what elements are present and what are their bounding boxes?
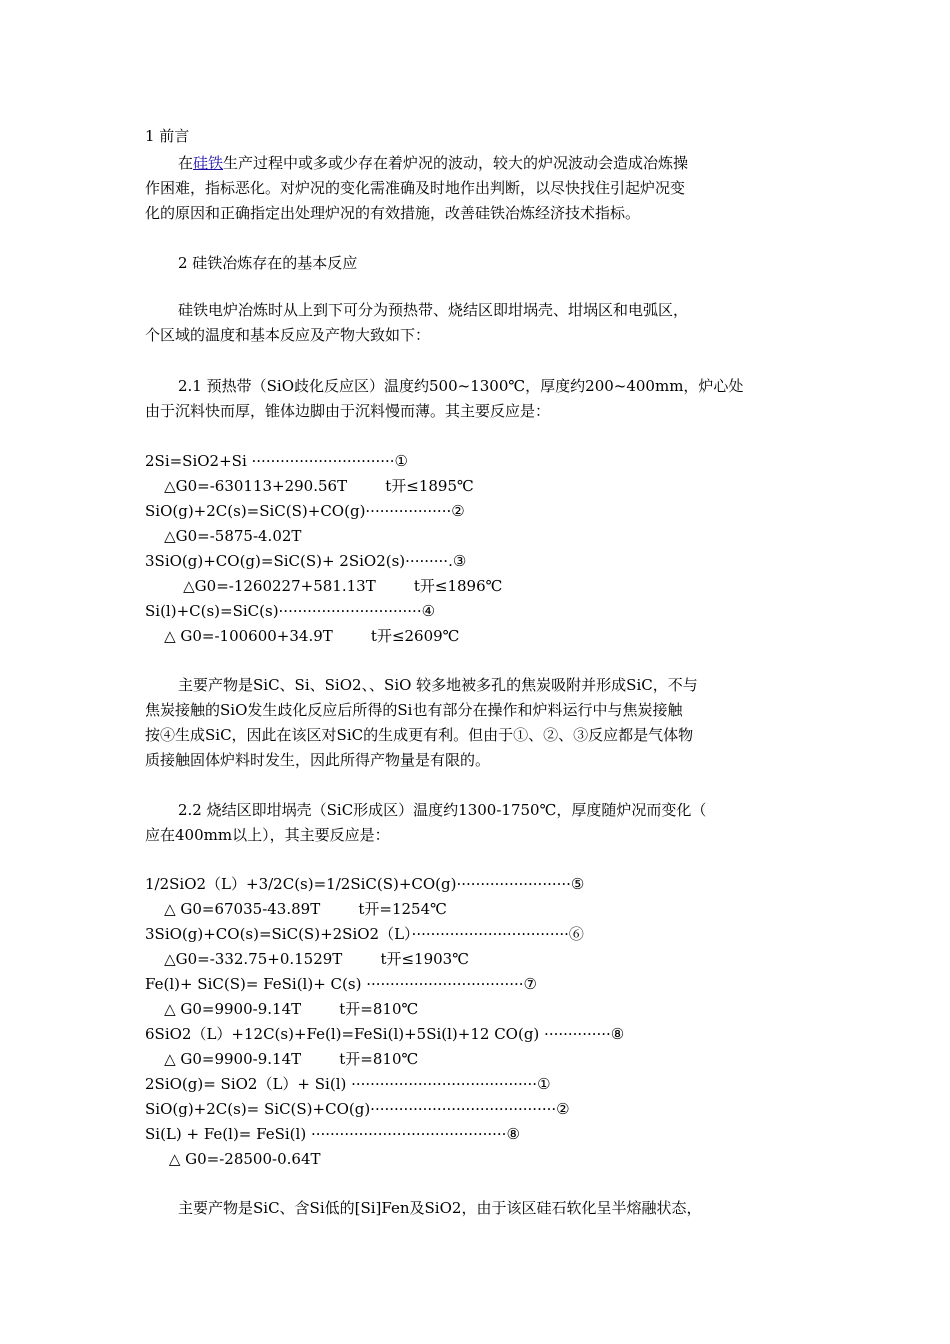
ferrosilicon-link[interactable]: 硅铁 xyxy=(193,154,224,172)
equation-line: △ G0=9900-9.14T t开=810℃ xyxy=(145,1000,419,1018)
equation-line: △G0=-5875-4.02T xyxy=(145,527,302,545)
equation-line: △ G0=-28500-0.64T xyxy=(145,1150,321,1168)
para3-line: 主要产物是SiC、Si、SiO2、、SiO 较多地被多孔的焦炭吸附并形成SiC，不与 xyxy=(178,676,698,694)
equation-line: 1/2SiO2（L）+3/2C(s)=1/2SiC(S)+CO(g)························⑤ xyxy=(145,875,585,893)
equation-line: 3SiO(g)+CO(s)=SiC(S)+2SiO2（L）·································⑥ xyxy=(145,925,584,943)
equation-line: 6SiO2（L）+12C(s)+Fe(l)=FeSi(l)+5Si(l)+12 CO(g) ··············⑧ xyxy=(145,1025,625,1043)
equation-line: △ G0=67035-43.89T t开=1254℃ xyxy=(145,900,447,918)
intro-line-1 xyxy=(178,153,688,173)
equation-line: Si(l)+C(s)=SiC(s)······························④ xyxy=(145,602,436,620)
section-2-2-line: 2.2 烧结区即坩埚壳（SiC形成区）温度约1300-1750℃，厚度随炉况而变化（ xyxy=(178,801,707,819)
equation-line: 3SiO(g)+CO(g)=SiC(S)+ 2SiO2(s)·········.③ xyxy=(145,552,467,570)
equation-line: 2Si=SiO2+Si ······························① xyxy=(145,452,408,470)
equation-line: SiO(g)+2C(s)=SiC(S)+CO(g)··················② xyxy=(145,502,465,520)
intro-line-2: 作困难，指标恶化。对炉况的变化需准确及时地作出判断，以尽快找住引起炉况变 xyxy=(145,179,686,197)
intro-line-1-rest: 生产过程中或多或少存在着炉况的波动，较大的炉况波动会造成冶炼操 xyxy=(223,154,689,172)
para2-line: 硅铁电炉冶炼时从上到下可分为预热带、烧结区即坩埚壳、坩埚区和电弧区， xyxy=(178,301,689,319)
intro-prefix: 在 xyxy=(178,154,194,172)
para3-line: 焦炭接触的SiO发生歧化反应后所得的Si也有部分在操作和炉料运行中与焦炭接触 xyxy=(145,701,683,719)
intro-line-3: 化的原因和正确指定出处理炉况的有效措施，改善硅铁冶炼经济技术指标。 xyxy=(145,204,641,222)
equation-line: 2SiO(g)= SiO2（L）+ Si(l) ·······································① xyxy=(145,1075,551,1093)
section-2-1-line: 由于沉料快而厚，锥体边脚由于沉料慢而薄。其主要反应是： xyxy=(145,402,551,420)
section-heading-1: 1 前言 xyxy=(145,127,190,145)
equation-line: Si(L) + Fe(l)= FeSi(l) ·········································⑧ xyxy=(145,1125,520,1143)
equation-line: △ G0=9900-9.14T t开=810℃ xyxy=(145,1050,419,1068)
section-heading-2: 2 硅铁冶炼存在的基本反应 xyxy=(178,254,358,272)
equation-line: SiO(g)+2C(s)= SiC(S)+CO(g)·······································② xyxy=(145,1100,570,1118)
section-2-2-line: 应在400mm以上），其主要反应是： xyxy=(145,826,390,844)
equation-line: △ G0=-100600+34.9T t开≤2609℃ xyxy=(145,627,460,645)
para2-line: 个区域的温度和基本反应及产物大致如下： xyxy=(145,326,431,344)
equation-line: △G0=-630113+290.56T t开≤1895℃ xyxy=(145,477,474,495)
equation-line: △G0=-1260227+581.13T t开≤1896℃ xyxy=(145,577,503,595)
equation-line: Fe(l)+ SiC(S)= FeSi(l)+ C(s) ·································⑦ xyxy=(145,975,537,993)
para3-line: 按④生成SiC，因此在该区对SiC的生成更有利。但由于①、②、③反应都是气体物 xyxy=(145,726,694,744)
equation-line: △G0=-332.75+0.1529T t开≤1903℃ xyxy=(145,950,470,968)
section-2-1-line: 2.1 预热带（SiO歧化反应区）温度约500~1300℃，厚度约200~400mm，炉心处 xyxy=(178,377,744,395)
para4-line: 主要产物是SiC、含Si低的[Si]Fen及SiO2，由于该区硅石软化呈半熔融状态， xyxy=(178,1199,702,1217)
para3-line: 质接触固体炉料时发生，因此所得产物量是有限的。 xyxy=(145,751,491,769)
